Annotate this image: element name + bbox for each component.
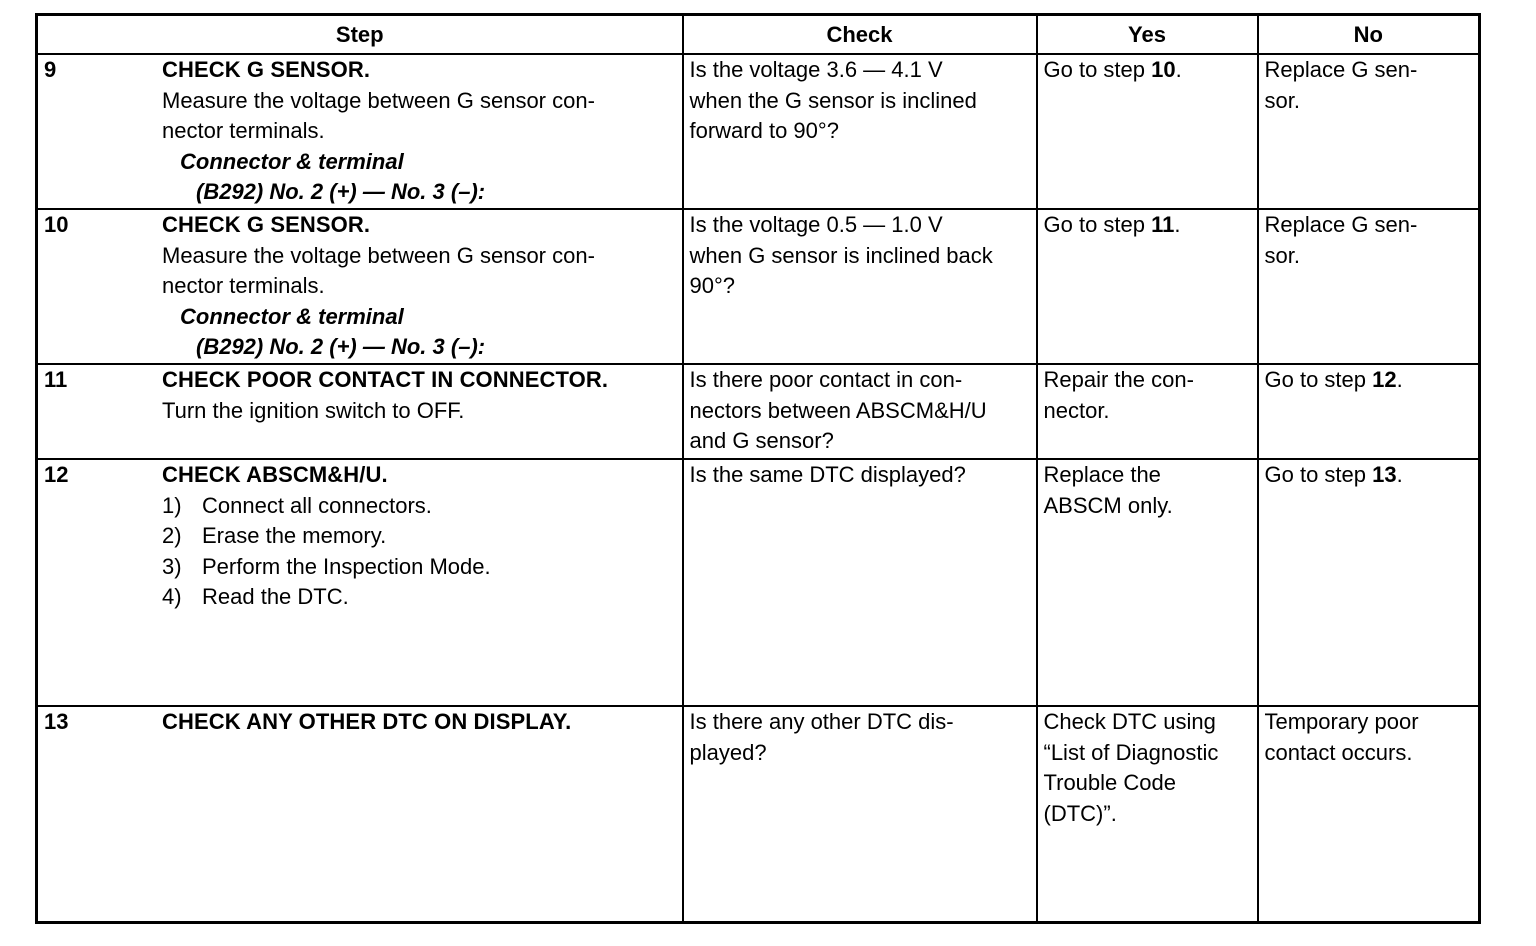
no-text: Temporary poor (1264, 709, 1419, 734)
step-cell (37, 459, 683, 706)
table-row (37, 209, 1480, 364)
table-row (37, 706, 1480, 922)
header-no: No (1258, 15, 1480, 55)
step-number: 13 (44, 709, 69, 734)
no-text: contact occurs. (1264, 739, 1413, 765)
substep-number: 1) (162, 492, 182, 518)
table-row (37, 459, 1480, 706)
step-body (162, 210, 672, 363)
step-number: 10 (44, 212, 69, 237)
check-text: forward to 90°? (689, 118, 839, 143)
substep-number: 2) (162, 523, 182, 548)
step-cell (37, 54, 683, 209)
no-text: sor. (1264, 87, 1300, 113)
yes-cell (1037, 209, 1258, 364)
substep-number: 3) (162, 553, 182, 579)
yes-cell (1037, 364, 1258, 459)
no-text: Replace G sen- (1264, 57, 1418, 82)
check-cell (683, 706, 1037, 922)
substep-text: Connect all connectors. (202, 492, 432, 518)
check-text: 90°? (689, 273, 736, 298)
table-row (37, 364, 1480, 459)
yes-text: Go to step (1043, 212, 1152, 237)
step-number: 12 (44, 462, 69, 487)
step-title: CHECK POOR CONTACT IN CONNECTOR. (162, 367, 609, 392)
step-body (162, 55, 672, 208)
table-row (37, 54, 1480, 209)
step-text: Turn the ignition switch to OFF. (162, 397, 465, 423)
check-text: when G sensor is inclined back (689, 242, 993, 268)
no-cell (1258, 459, 1480, 706)
step-body (162, 707, 672, 738)
yes-cell (1037, 54, 1258, 209)
check-text: played? (689, 739, 767, 765)
no-text: sor. (1264, 242, 1300, 268)
substep (162, 552, 672, 583)
yes-text: Trouble Code (1043, 770, 1176, 795)
header-step: Step (37, 15, 683, 55)
step-cell (37, 706, 683, 922)
check-cell (683, 364, 1037, 459)
yes-text: ABSCM only. (1043, 492, 1173, 518)
step-title: CHECK G SENSOR. (162, 57, 371, 82)
step-text: nector terminals. (162, 273, 325, 298)
header-check: Check (683, 15, 1037, 55)
yes-text: Check DTC using (1043, 709, 1216, 734)
step-title: CHECK ANY OTHER DTC ON DISPLAY. (162, 709, 572, 734)
substep (162, 521, 672, 552)
check-text: Is the voltage 0.5 — 1.0 V (689, 212, 943, 237)
no-cell (1258, 364, 1480, 459)
substep (162, 491, 672, 522)
substep-text: Read the DTC. (202, 584, 349, 609)
no-suffix: . (1396, 462, 1403, 487)
yes-suffix: . (1174, 212, 1181, 237)
check-text: nectors between ABSCM&H/U (689, 397, 987, 423)
substep-text: Erase the memory. (202, 523, 387, 548)
yes-text: nector. (1043, 397, 1110, 423)
no-step-ref: 13 (1372, 462, 1397, 487)
yes-text: “List of Diagnostic (1043, 739, 1219, 765)
connector-terminal: (B292) No. 2 (+) — No. 3 (–): (196, 334, 486, 359)
no-cell (1258, 54, 1480, 209)
step-title: CHECK G SENSOR. (162, 212, 371, 237)
yes-cell (1037, 459, 1258, 706)
connector-label: Connector & terminal (180, 148, 404, 174)
step-body (162, 460, 672, 613)
check-text: Is there poor contact in con- (689, 367, 963, 392)
yes-text: Go to step (1043, 57, 1152, 82)
no-step-ref: 12 (1372, 367, 1397, 392)
no-text: Go to step (1264, 462, 1373, 487)
step-number: 11 (44, 367, 68, 392)
yes-cell (1037, 706, 1258, 922)
yes-text: (DTC)”. (1043, 800, 1117, 826)
step-title: CHECK ABSCM&H/U. (162, 462, 388, 487)
header-row (37, 15, 1480, 55)
connector-label: Connector & terminal (180, 303, 404, 329)
step-body (162, 365, 672, 426)
yes-text: Repair the con- (1043, 367, 1194, 392)
substep (162, 582, 672, 613)
check-text: and G sensor? (689, 428, 834, 453)
yes-text: Replace the (1043, 462, 1161, 487)
step-cell (37, 364, 683, 459)
check-text: Is the voltage 3.6 — 4.1 V (689, 57, 943, 82)
step-text: Measure the voltage between G sensor con- (162, 87, 595, 113)
no-text: Go to step (1264, 367, 1373, 392)
check-cell (683, 459, 1037, 706)
step-text: Measure the voltage between G sensor con- (162, 242, 595, 268)
step-text: nector terminals. (162, 118, 325, 143)
check-text: when the G sensor is inclined (689, 87, 977, 113)
yes-step-ref: 11 (1151, 212, 1175, 237)
substep-number: 4) (162, 584, 182, 609)
yes-step-ref: 10 (1151, 57, 1176, 82)
step-number: 9 (44, 57, 57, 82)
diagnostic-table (35, 13, 1481, 924)
header-yes: Yes (1037, 15, 1258, 55)
yes-suffix: . (1175, 57, 1182, 82)
check-text: Is there any other DTC dis- (689, 709, 954, 734)
check-text: Is the same DTC displayed? (689, 462, 966, 487)
no-suffix: . (1396, 367, 1403, 392)
no-cell (1258, 209, 1480, 364)
step-cell (37, 209, 683, 364)
no-cell (1258, 706, 1480, 922)
check-cell (683, 209, 1037, 364)
check-cell (683, 54, 1037, 209)
connector-terminal: (B292) No. 2 (+) — No. 3 (–): (196, 179, 486, 204)
substep-text: Perform the Inspection Mode. (202, 553, 491, 579)
no-text: Replace G sen- (1264, 212, 1418, 237)
